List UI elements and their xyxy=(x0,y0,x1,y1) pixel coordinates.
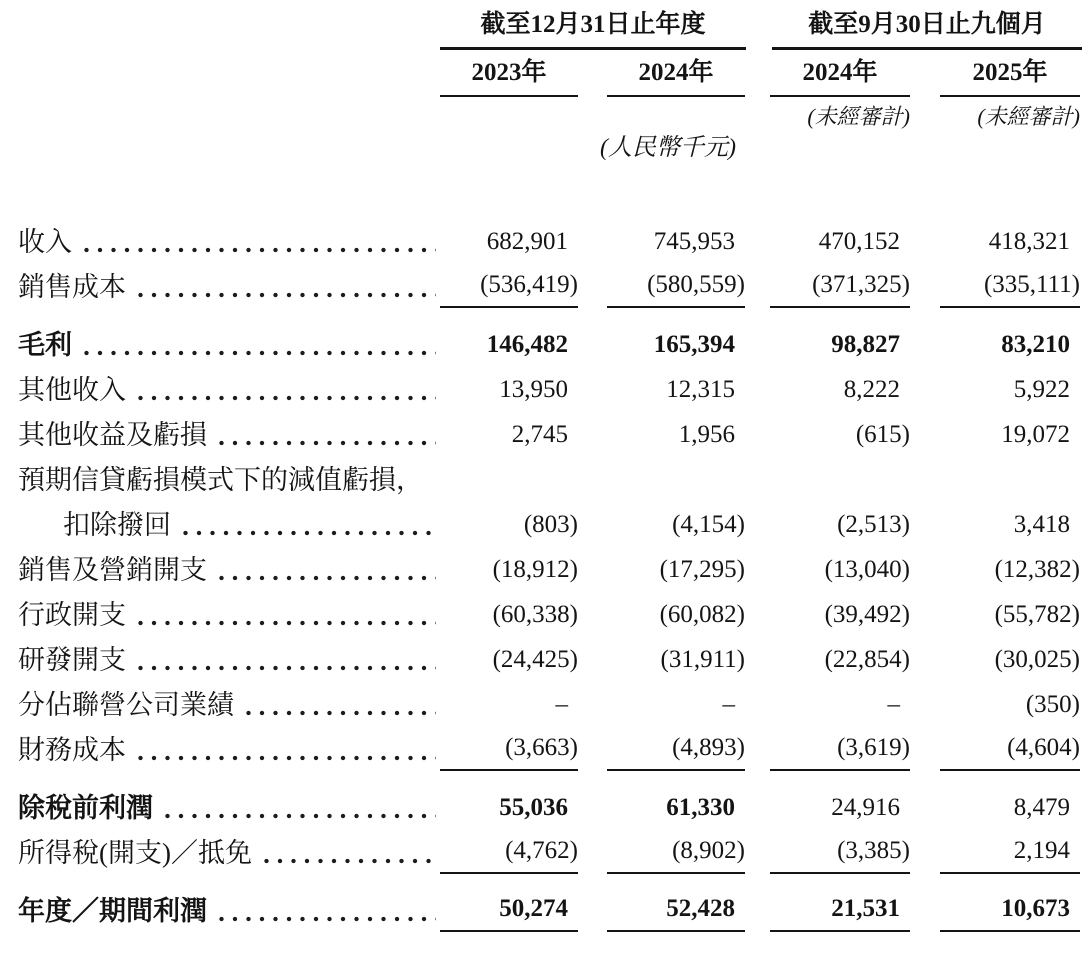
value-fy2023: 146,482 xyxy=(486,331,568,358)
value-9m2024: 8,222 xyxy=(843,376,900,403)
row-label-cell xyxy=(0,507,440,546)
value-fy2023: (18,912) xyxy=(492,556,578,583)
value-fy2024: 12,315 xyxy=(666,376,735,403)
table-row xyxy=(0,591,1092,636)
dot-leader xyxy=(138,612,436,626)
value-9m2025: 5,922 xyxy=(1013,376,1070,403)
value-fy2024: (580,559) xyxy=(607,268,745,308)
dot-leader xyxy=(264,850,436,864)
dot-leader xyxy=(246,702,436,716)
row-label: 銷售成本 xyxy=(18,272,126,302)
dot-leader xyxy=(183,522,436,536)
income-statement-table-body xyxy=(0,218,1092,932)
row-label: 其他收益及虧損 xyxy=(18,420,207,450)
row-label-cell xyxy=(0,642,440,681)
value-9m2025: 19,072 xyxy=(1001,421,1070,448)
value-fy2023: 13,950 xyxy=(499,376,568,403)
dot-leader xyxy=(138,747,436,761)
currency-note-row xyxy=(0,133,1092,165)
table-row xyxy=(0,263,1092,308)
row-label-cell xyxy=(0,327,440,366)
dot-leader xyxy=(138,657,436,671)
value-fy2023: – xyxy=(555,691,568,718)
value-fy2024: (31,911) xyxy=(660,646,745,673)
row-label-cell xyxy=(0,835,440,874)
group-header-year-ended-dec31: 截至12月31日止年度 xyxy=(440,10,746,50)
dot-leader xyxy=(84,342,436,356)
row-label: 除稅前利潤 xyxy=(18,793,153,823)
unaudited-note-9m2025: (未經審計) xyxy=(977,104,1080,129)
value-fy2023: (60,338) xyxy=(492,601,578,628)
value-9m2024: 24,916 xyxy=(831,794,900,821)
row-label-cell xyxy=(0,790,440,829)
table-row xyxy=(0,546,1092,591)
row-label-cell xyxy=(0,687,440,726)
value-9m2024: 21,531 xyxy=(770,892,910,932)
row-label: 財務成本 xyxy=(18,735,126,765)
value-9m2025: 10,673 xyxy=(940,892,1080,932)
value-9m2025: (350) xyxy=(1025,691,1080,718)
value-fy2023: 55,036 xyxy=(499,794,568,821)
value-9m2024: (22,854) xyxy=(824,646,910,673)
value-9m2025: 8,479 xyxy=(1013,794,1070,821)
value-fy2024: 745,953 xyxy=(653,228,735,255)
table-row xyxy=(0,636,1092,681)
dot-leader xyxy=(219,432,436,446)
row-label: 預期信貸虧損模式下的減值虧損， xyxy=(18,465,423,495)
value-fy2023: (803) xyxy=(523,511,578,538)
value-9m2025: (30,025) xyxy=(994,646,1080,673)
value-fy2024: (4,154) xyxy=(672,511,745,538)
row-label-cell xyxy=(0,269,440,308)
unaudited-note-row xyxy=(0,104,1092,130)
dot-leader xyxy=(165,805,436,819)
table-row xyxy=(0,366,1092,411)
row-label: 分佔聯營公司業績 xyxy=(18,690,234,720)
row-label: 所得稅(開支)／抵免 xyxy=(18,838,252,868)
table-row xyxy=(0,456,1092,501)
value-fy2024: – xyxy=(722,691,735,718)
value-9m2025 xyxy=(940,497,1080,501)
currency-note: (人民幣千元) xyxy=(600,135,736,161)
value-fy2024: 1,956 xyxy=(678,421,735,448)
row-label-cell xyxy=(0,224,440,263)
column-header-fy2023: 2023年 xyxy=(440,59,578,97)
row-label: 行政開支 xyxy=(18,600,126,630)
table-row xyxy=(0,501,1092,546)
row-label: 其他收入 xyxy=(18,375,126,405)
value-9m2025: (4,604) xyxy=(940,731,1080,771)
value-9m2024: (2,513) xyxy=(837,511,910,538)
value-9m2025: (335,111) xyxy=(940,268,1080,308)
row-label: 扣除撥回 xyxy=(63,510,171,540)
value-9m2024: (39,492) xyxy=(824,601,910,628)
value-fy2024: 165,394 xyxy=(653,331,735,358)
row-label: 收入 xyxy=(18,227,72,257)
value-fy2024: 52,428 xyxy=(607,892,745,932)
row-label: 年度／期間利潤 xyxy=(18,896,207,926)
value-9m2024: 470,152 xyxy=(818,228,900,255)
value-9m2024: 98,827 xyxy=(831,331,900,358)
row-label-cell xyxy=(0,417,440,456)
dot-leader xyxy=(219,908,436,922)
value-9m2024: (371,325) xyxy=(770,268,910,308)
value-9m2025: (55,782) xyxy=(994,601,1080,628)
dot-leader xyxy=(138,284,436,298)
table-row xyxy=(0,681,1092,726)
table-row xyxy=(0,784,1092,829)
table-row xyxy=(0,218,1092,263)
value-9m2025: (12,382) xyxy=(994,556,1080,583)
value-fy2024: (60,082) xyxy=(659,601,745,628)
column-header-fy2024: 2024年 xyxy=(607,59,745,97)
group-header-nine-months-sep30: 截至9月30日止九個月 xyxy=(772,10,1082,50)
value-fy2024: (4,893) xyxy=(607,731,745,771)
value-fy2024: (17,295) xyxy=(659,556,745,583)
row-label: 銷售及營銷開支 xyxy=(18,555,207,585)
value-fy2023: 50,274 xyxy=(440,892,578,932)
value-fy2023 xyxy=(440,497,578,501)
value-9m2025: 3,418 xyxy=(1013,511,1070,538)
row-label: 研發開支 xyxy=(18,645,126,675)
column-header-9m2025: 2025年 xyxy=(940,59,1080,97)
value-9m2025: 83,210 xyxy=(1001,331,1070,358)
period-group-header-row xyxy=(0,10,1092,50)
table-row xyxy=(0,321,1092,366)
value-9m2024: – xyxy=(887,691,900,718)
value-fy2024 xyxy=(607,497,745,501)
value-9m2025: 418,321 xyxy=(988,228,1070,255)
value-fy2023: 682,901 xyxy=(486,228,568,255)
value-9m2024: (3,385) xyxy=(770,834,910,874)
column-header-9m2024: 2024年 xyxy=(770,59,910,97)
dot-leader xyxy=(84,239,436,253)
table-row xyxy=(0,726,1092,771)
value-fy2023: (24,425) xyxy=(492,646,578,673)
row-label-cell xyxy=(0,552,440,591)
value-9m2024: (3,619) xyxy=(770,731,910,771)
row-label-cell xyxy=(0,893,440,932)
dot-leader xyxy=(435,477,436,491)
value-9m2024: (615) xyxy=(855,421,910,448)
value-fy2024: 61,330 xyxy=(666,794,735,821)
value-fy2023: (3,663) xyxy=(440,731,578,771)
table-row xyxy=(0,411,1092,456)
value-9m2025: 2,194 xyxy=(940,834,1080,874)
row-label-cell xyxy=(0,372,440,411)
row-label-cell xyxy=(0,597,440,636)
table-row xyxy=(0,829,1092,874)
unaudited-note-9m2024: (未經審計) xyxy=(807,104,910,129)
value-fy2023: (4,762) xyxy=(440,834,578,874)
row-label-cell xyxy=(0,462,440,501)
row-label-cell xyxy=(0,732,440,771)
dot-leader xyxy=(138,387,436,401)
year-header-row xyxy=(0,59,1092,97)
row-label: 毛利 xyxy=(18,330,72,360)
value-fy2023: 2,745 xyxy=(511,421,568,448)
value-9m2024 xyxy=(770,497,910,501)
value-9m2024: (13,040) xyxy=(824,556,910,583)
value-fy2024: (8,902) xyxy=(607,834,745,874)
table-row xyxy=(0,887,1092,932)
dot-leader xyxy=(219,567,436,581)
value-fy2023: (536,419) xyxy=(440,268,578,308)
